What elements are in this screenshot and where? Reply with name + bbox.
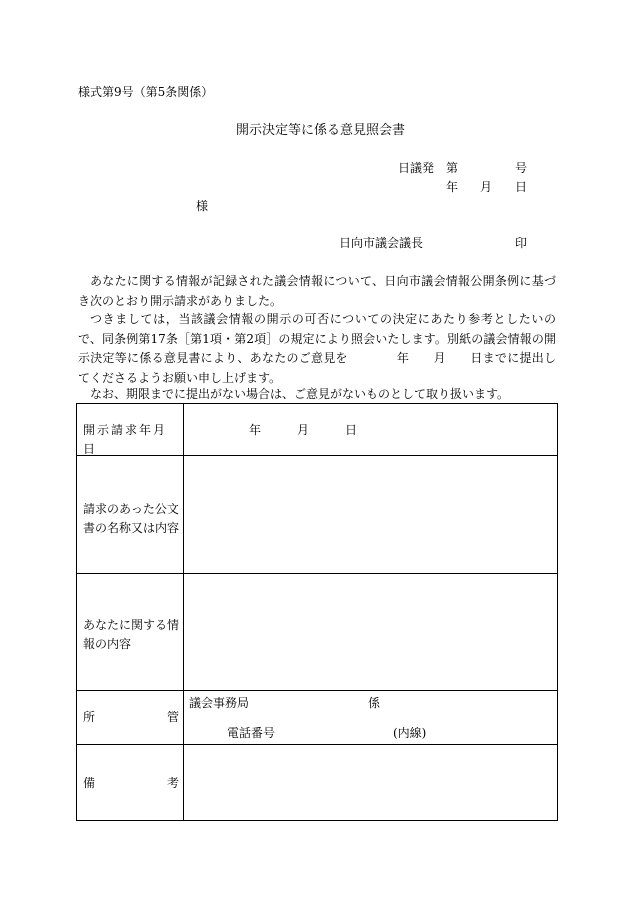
seal-mark: 印 (515, 236, 528, 250)
table-row-remarks (77, 745, 557, 820)
label-request-date: 開示請求年月日 (83, 423, 168, 456)
table-row-request-date (77, 404, 557, 456)
body-paragraph-3: なお、期限までに提出がない場合は、ご意見がないものとして取り扱います。 (90, 387, 510, 401)
label-document-name: 請求のあった公文書の名称又は内容 (83, 502, 180, 535)
request-date-year: 年 (249, 423, 262, 437)
date-month: 月 (480, 180, 493, 194)
label-jurisdiction-b: 管 (167, 710, 180, 724)
info-table (76, 403, 558, 821)
date-year: 年 (446, 180, 459, 194)
sender-name: 日向市議会議長 (339, 236, 424, 250)
label-remarks-a: 備 (83, 776, 96, 790)
table-row-info-content (77, 574, 557, 691)
doc-number-prefix: 日議発 (398, 161, 435, 175)
label-jurisdiction-a: 所 (83, 710, 96, 724)
label-remarks-b: 考 (167, 776, 180, 790)
document-title: 開示決定等に係る意見照会書 (236, 123, 406, 138)
addressee-sama: 様 (196, 199, 209, 213)
form-number: 様式第9号（第5条関係） (78, 85, 214, 99)
office-kakari: 係 (368, 696, 381, 710)
phone-label: 電話番号 (227, 726, 276, 740)
body-paragraph-1: あなたに関する情報が記録された議会情報について、日向市議会情報公開条例に基づき次のとおり開示請求がありました。 (78, 274, 556, 308)
office-name: 議会事務局 (189, 696, 250, 710)
table-row-document-name (77, 456, 557, 574)
doc-number-dai: 第 (446, 161, 459, 175)
body-paragraph-2: つきましては，当該議会情報の開示の可否についての決定にあたり参考としたいので、同条例第17条［第1項・第2項］の規定により照会いたします。別紙の議会情報の開示決定等に係る意見書により、あなたのご意見を 年 月 日までに提出してくださるようお願い申し上げます。 (78, 312, 556, 385)
phone-extension: (内線) (393, 726, 427, 740)
request-date-month: 月 (297, 423, 310, 437)
doc-number-go: 号 (515, 161, 528, 175)
request-date-day: 日 (345, 423, 358, 437)
label-info-content: あなたに関する情報の内容 (83, 618, 180, 651)
date-day: 日 (515, 180, 528, 194)
table-row-jurisdiction (77, 691, 557, 745)
